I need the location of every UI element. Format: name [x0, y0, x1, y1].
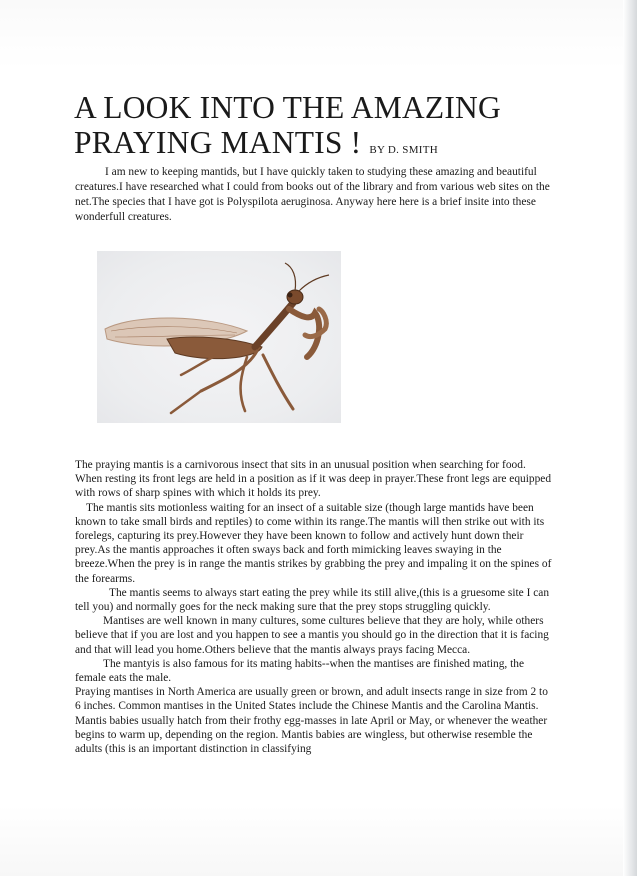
- mantis-illustration: [97, 251, 341, 423]
- paragraph-eating: The mantis seems to always start eating the prey while its still alive,(this is a gruesome site I can tell you) and normally goes for the neck making sure that the prey stops struggling quickly.: [75, 586, 550, 614]
- intro-paragraph: I am new to keeping mantids, but I have quickly taken to studying these amazing and beautiful creatures.I have researched what I could from books out of the library and from various web sites on the net.The species that I have got is Polyspilota aeruginosa. Anyway here here is a brief insite into these wonderfull creatures.: [75, 166, 550, 223]
- byline: BY D. SMITH: [369, 144, 438, 156]
- paragraph-cultures: Mantises are well known in many cultures, some cultures believe that they are holy, while others believe that if you are lost and you happen to see a mantis you should go in the direction that it is facing and that will lead you home.Others believe that the mantis always prays facing Mecca.: [75, 615, 549, 656]
- paragraph-hunting: The mantis sits motionless waiting for an insect of a suitable size (though large mantids have been known to take small birds and reptiles) to come within its range.The mantis will then strike out with its forelegs, capturing its prey.However they have been known to follow and actively hunt down their prey.As the mantis approaches it often sways back and forth mimicking leaves swaying in the breeze.When the prey is in range the mantis strikes by grabbing the prey and impaling it on the spines of the forearms.: [75, 501, 552, 585]
- title-text: A LOOK INTO THE AMAZING PRAYING MANTIS !: [74, 90, 501, 160]
- article-body: [75, 458, 553, 756]
- article-title: [74, 90, 594, 168]
- paragraph-mating: The mantyis is also famous for its mating habits--when the mantises are finished mating, the female eats the male.: [75, 657, 525, 685]
- praying-mantis-photo: [97, 251, 341, 423]
- scan-edge: [623, 0, 637, 876]
- paragraph-feeding: The praying mantis is a carnivorous insect that sits in an unusual position when searching for food. When resting its front legs are held in a position as if it was deep in prayer.These front legs are equipped with rows of sharp spines with which it holds its prey.: [75, 459, 552, 500]
- paragraph-north-america: Praying mantises in North America are usually green or brown, and adult insects range in size from 2 to 6 inches. Common mantises in the United States include the Chinese Mantis and the Carolina Mantis. Mantis babies usually hatch from their frothy egg-masses in late April or May, or whenever the weather begins to warm up, depending on the region. Mantis babies are wingless, but otherwise resemble the adults (this is an important distinction in classifying: [75, 686, 548, 756]
